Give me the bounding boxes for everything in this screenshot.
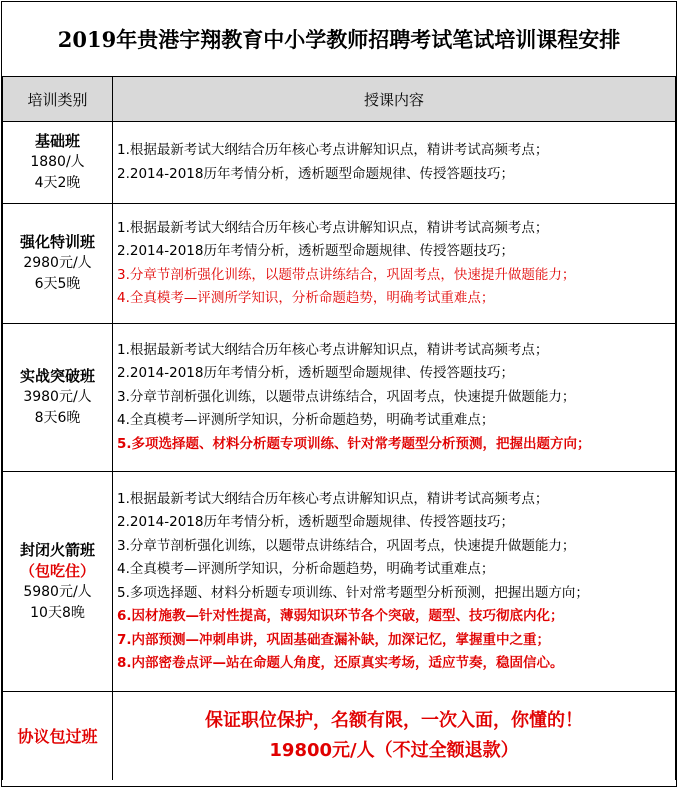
category-cell: [3, 472, 113, 692]
content-cell: [113, 324, 676, 472]
content-line: 1.根据最新考试大纲结合历年核心考点讲解知识点，精讲考试高频考点；: [117, 142, 549, 158]
content-line: 2.2014-2018历年考情分析，透析题型命题规律、传授答题技巧；: [117, 165, 514, 182]
class-price: 2980元/人: [23, 255, 92, 271]
content-line: 3.分章节剖析强化训练，以题带点讲练结合，巩固考点，快速提升做题能力；: [117, 537, 576, 554]
course-schedule: [1, 1, 677, 787]
class-price: 5980元/人: [23, 583, 92, 600]
class-note: （包吃住）: [19, 561, 95, 580]
table-row: [3, 692, 676, 780]
course-table: [2, 2, 676, 780]
category-cell: [3, 122, 113, 204]
class-price: 1880/人: [30, 154, 85, 170]
content-cell: [113, 472, 676, 692]
content-line: 6.因材施教—针对性提高，薄弱知识环节各个突破，题型、技巧彻底内化；: [117, 608, 564, 624]
content-line: 8.内部密卷点评—站在命题人角度，还原真实考场，适应节奏，稳固信心。: [117, 655, 564, 671]
content-line: 5.多项选择题、材料分析题专项训练、针对常考题型分析预测，把握出题方向；: [117, 435, 591, 452]
table-row: [3, 122, 676, 204]
content-line: 2.2014-2018历年考情分析，透析题型命题规律、传授答题技巧；: [117, 243, 514, 259]
class-name: 基础班: [34, 132, 80, 150]
content-line: 7.内部预测—冲刺串讲，巩固基础查漏补缺，加深记忆，掌握重中之重；: [117, 631, 551, 648]
content-line: 3.分章节剖析强化训练，以题带点讲练结合，巩固考点，快速提升做题能力；: [117, 388, 576, 405]
header-content: 授课内容: [113, 77, 676, 122]
class-name: 实战突破班: [19, 367, 95, 385]
header-category: 培训类别: [3, 77, 113, 122]
class-price: 3980元/人: [23, 389, 92, 405]
content-line: 3.分章节剖析强化训练，以题带点讲练结合，巩固考点，快速提升做题能力；: [117, 266, 576, 283]
content-cell: [113, 204, 676, 324]
class-duration: 4天2晚: [34, 175, 81, 191]
class-name: 封闭火箭班: [19, 540, 95, 559]
content-line: 1.根据最新考试大纲结合历年核心考点讲解知识点，精讲考试高频考点；: [117, 341, 549, 358]
final-class-name: 协议包过班: [3, 692, 113, 780]
content-cell: [113, 122, 676, 204]
table-row: [3, 204, 676, 324]
final-content-cell: [113, 692, 676, 780]
content-line: 2.2014-2018历年考情分析，透析题型命题规律、传授答题技巧；: [117, 365, 514, 382]
content-line: 1.根据最新考试大纲结合历年核心考点讲解知识点，精讲考试高频考点；: [117, 219, 549, 236]
content-line: 4.全真模考—评测所学知识，分析命题趋势，明确考试重难点；: [117, 561, 495, 577]
page-title: 2019年贵港宇翔教育中小学教师招聘考试笔试培训课程安排: [3, 2, 676, 77]
class-duration: 6天5晚: [34, 276, 81, 292]
content-line: 1.根据最新考试大纲结合历年核心考点讲解知识点，精讲考试高频考点；: [117, 490, 549, 507]
content-line: 5.多项选择题、材料分析题专项训练、针对常考题型分析预测，把握出题方向；: [117, 584, 589, 601]
content-line: 4.全真模考—评测所学知识，分析命题趋势，明确考试重难点；: [117, 290, 495, 306]
category-cell: [3, 204, 113, 324]
class-duration: 8天6晚: [34, 410, 81, 426]
final-line-1: 保证职位保护，名额有限，一次入面，你懂的！: [205, 709, 583, 731]
table-row: [3, 472, 676, 692]
table-row: [3, 324, 676, 472]
content-line: 4.全真模考—评测所学知识，分析命题趋势，明确考试重难点；: [117, 412, 495, 429]
class-duration: 10天8晚: [30, 604, 85, 621]
final-line-2: 19800元/人（不过全额退款）: [269, 739, 519, 761]
content-line: 2.2014-2018历年考情分析，透析题型命题规律、传授答题技巧；: [117, 514, 514, 530]
class-name: 强化特训班: [19, 233, 95, 251]
category-cell: [3, 324, 113, 472]
